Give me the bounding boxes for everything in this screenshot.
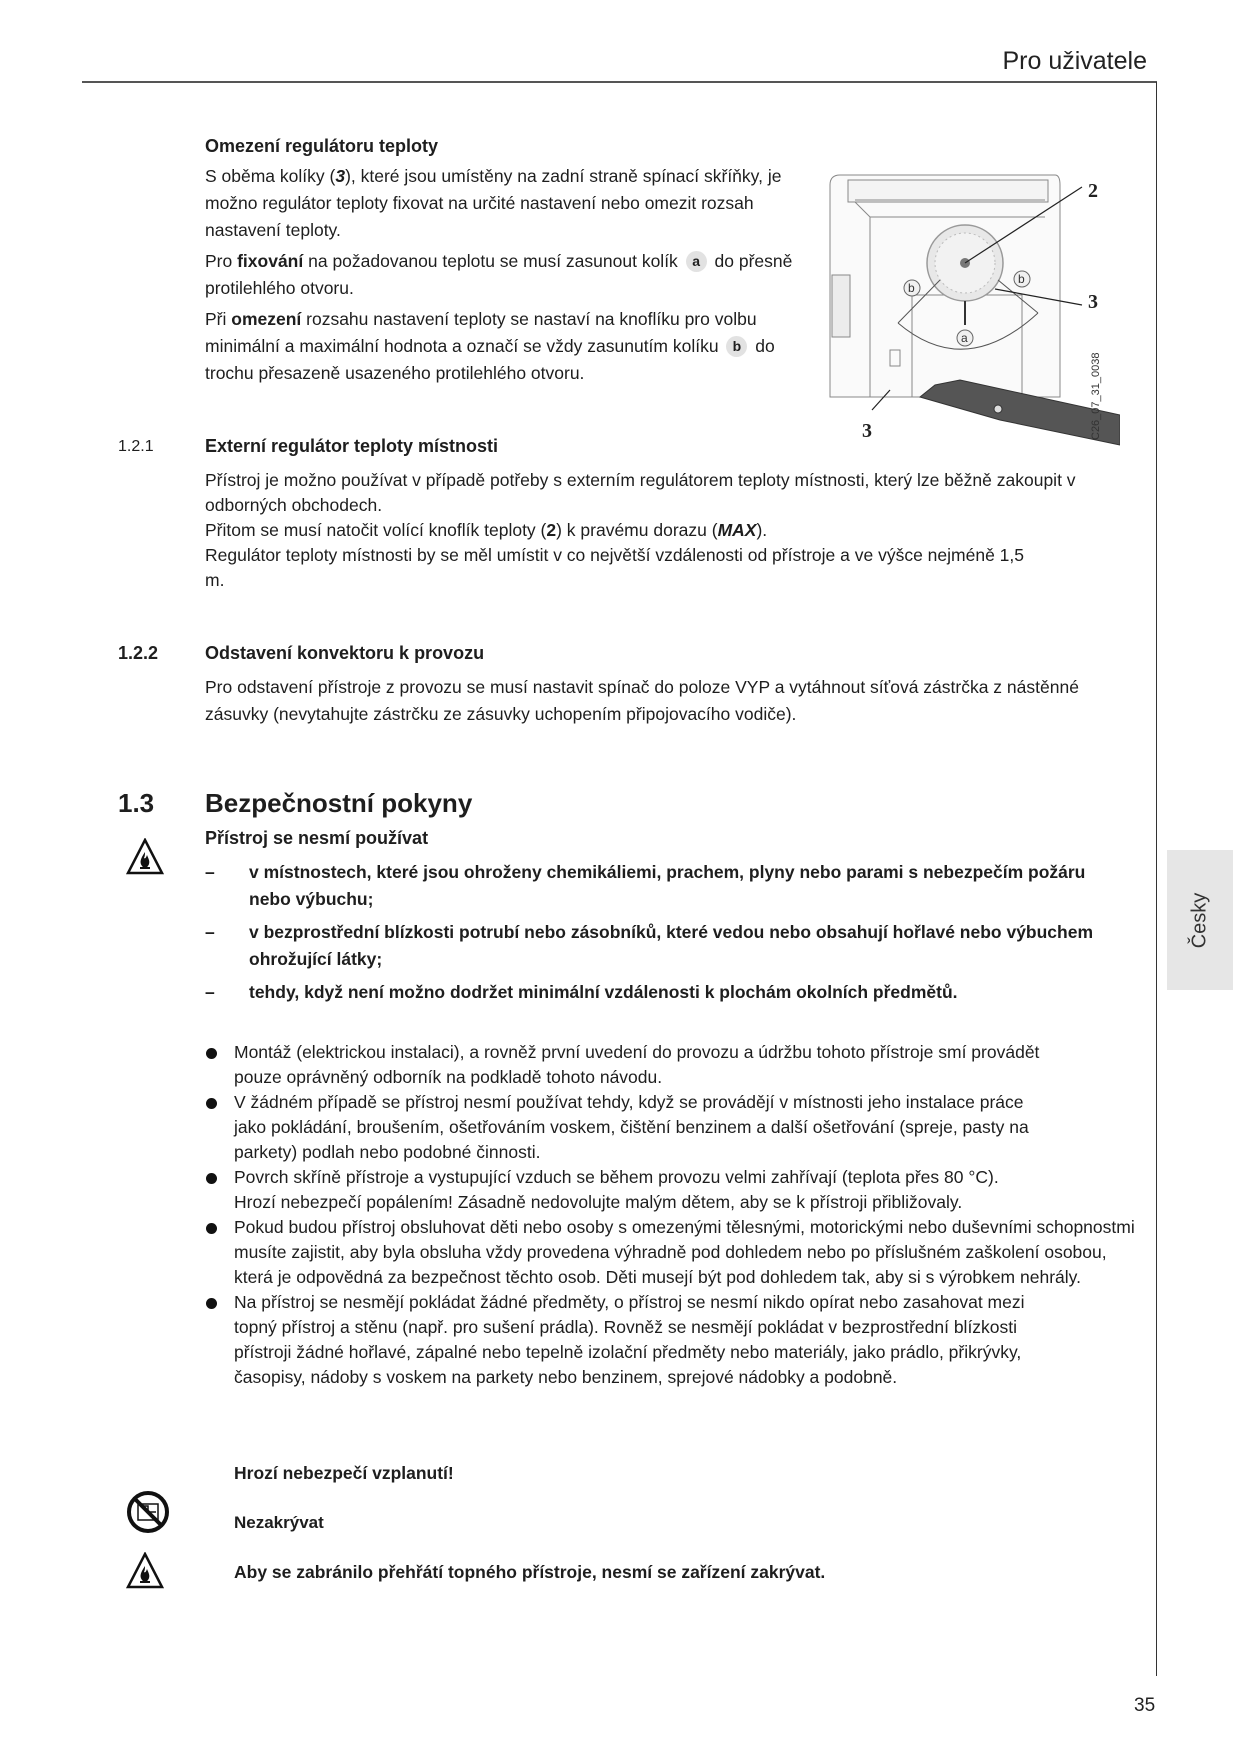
section-number: 1.2.1 (118, 438, 154, 455)
section-121-body (205, 468, 1105, 593)
section-number: 1.2.2 (118, 643, 159, 663)
pin-a-label: a (961, 331, 968, 345)
text: na požadovanou teplotu se musí zasunout kolík (303, 251, 683, 271)
pin-b-label: b (1018, 272, 1025, 286)
list-item: – v místnostech, které jsou ohroženy chemikáliemi, prachem, plyny nebo parami s nebezpečím požáru nebo výbuchu; (205, 859, 1105, 913)
text: rozsahu nastavení teploty se nastaví na knoflíku pro volbu minimální a maximální hodnota a označí se vždy zasunutím kolíku (205, 309, 757, 356)
list-item: Na přístroj se nesmějí pokládat žádné předměty, o přístroj se nesmí nikdo opírat nebo zasahovat mezi topný přístroj a stěnu (např. pro sušení prádla). Rovněž se nesmějí pokládat v bezprostřední blízkosti přístroji žádné hořlavé, zápalné nebo tepelně izolační předměty nebo materiály, jako prádlo, přikrývky, časopisy, nádoby s voskem na parkety nebo benzinem, sprejové nádobky a podobně. (204, 1290, 1064, 1390)
language-tab (1167, 850, 1233, 990)
paragraph (205, 163, 795, 244)
subheading: Přístroj se nesmí používat (205, 828, 429, 848)
pin-a-badge: a (686, 251, 707, 272)
list-item: Povrch skříně přístroje a vystupující vzduch se během provozu velmi zahřívají (teplota přes 80 °C). Hrozí nebezpečí popálením! Zásadně nedovolujte malým dětem, aby se k přístroji přibližovaly. (204, 1165, 1014, 1215)
paragraph (205, 518, 1105, 543)
pin-b-label: b (908, 281, 915, 295)
max-label: MAX (717, 520, 757, 540)
paragraph (205, 248, 795, 302)
paragraph: Pro odstavení přístroje z provozu se musí nastavit spínač do poloze VYP a vytáhnout síťová zástrčka z nástěnné zásuvky (nevytahujte zástrčku ze zásuvky uchopením připojovacího vodiče). (205, 677, 1079, 724)
header-rule (82, 81, 1157, 83)
section-temperature-limit (205, 136, 795, 387)
bold-term: omezení (231, 309, 302, 329)
page-header-title: Pro uživatele (1002, 47, 1147, 75)
safety-bullet-list (204, 1040, 1135, 1390)
right-margin-rule (1156, 82, 1157, 1676)
paragraph: Regulátor teploty místnosti by se měl umístit v co největší vzdálenosti od přístroje a ve výšce nejméně 1,5 m. (205, 545, 1024, 590)
list-item: V žádném případě se přístroj nesmí používat tehdy, když se provádějí v místnosti jeho instalace práce jako pokládání, broušením, ošetřováním voskem, čištění benzinem a další ošetřování (spreje, pasty na parkety) podlah nebo podobné činnosti. (204, 1090, 1054, 1165)
callout-3: 3 (1088, 291, 1098, 313)
section-title: Bezpečnostní pokyny (205, 788, 473, 818)
overheat-warning: Aby se zabránilo přehřátí topného přístroje, nesmí se zařízení zakrývat. (234, 1562, 826, 1582)
language-tab-label: Česky (1188, 892, 1211, 948)
list-item: Pokud budou přístroj obsluhovat děti nebo osoby s omezenými tělesnými, motorickými nebo duševními schopnostmi musíte zajistit, aby byla obsluha vždy provedena výhradně pod dohledem nebo po příslušném zaškolení osobou, která je odpovědná za bezpečnost těchto osob. Děti musejí být pod dohledem tak, aby si s výrobkem nehrály. (204, 1215, 1144, 1290)
callout-2: 2 (1088, 180, 1098, 202)
figure-code: C26_07_31_0038 (1090, 352, 1102, 440)
section-heading: Omezení regulátoru teploty (205, 136, 439, 156)
text: ). (756, 520, 768, 540)
text: do trochu přesazeně usazeného protilehlého otvoru. (205, 336, 775, 383)
text: ), které jsou umístěny na zadní straně spínací skříňky, je možno regulátor teploty fixovat na určité nastavení nebo omezit rozsah nastavení teploty. (205, 166, 782, 240)
text: Pro (205, 251, 238, 271)
no-cover-label: Nezakrývat (234, 1513, 324, 1532)
paragraph (205, 306, 795, 387)
text: Přitom se musí natočit volící knoflík teploty ( (205, 520, 547, 540)
bold-term: fixování (237, 251, 304, 271)
text: Při (205, 309, 232, 329)
ref-number: 2 (546, 520, 557, 540)
pin-b-badge: b (726, 336, 747, 357)
text: S oběma kolíky ( (205, 166, 336, 186)
section-title: Odstavení konvektoru k provozu (205, 643, 485, 663)
section-title: Externí regulátor teploty místnosti (205, 436, 499, 456)
thermostat-diagram (820, 165, 1120, 455)
thermostat-diagram-illustration (820, 165, 1120, 455)
fire-warning: Hrozí nebezpečí vzplanutí! (234, 1463, 454, 1483)
prohibited-conditions-list (205, 859, 1105, 1012)
ref-number: 3 (335, 166, 346, 186)
paragraph: Přístroj je možno používat v případě potřeby s externím regulátorem teploty místnosti, který lze běžně zakoupit v odborných obchodech. (205, 470, 1076, 515)
callout-3-bottom: 3 (862, 420, 872, 442)
text: do přesně protilehlého otvoru. (205, 251, 793, 298)
text: ) k pravému dorazu ( (556, 520, 718, 540)
do-not-cover-icon (126, 1490, 170, 1539)
list-item: – tehdy, když není možno dodržet minimální vzdálenosti k plochám okolních předmětů. (205, 979, 1105, 1006)
list-item: – v bezprostřední blízkosti potrubí nebo zásobníků, které vedou nebo obsahují hořlavé nebo výbuchem ohrožující látky; (205, 919, 1105, 973)
flammable-warning-icon (126, 1552, 164, 1595)
page-number: 35 (1134, 1695, 1156, 1716)
section-number: 1.3 (118, 788, 155, 818)
flammable-warning-icon (126, 838, 164, 881)
list-item: Montáž (elektrickou instalaci), a rovněž první uvedení do provozu a údržbu tohoto přístroje smí provádět pouze oprávněný odborník na podkladě tohoto návodu. (204, 1040, 1054, 1090)
